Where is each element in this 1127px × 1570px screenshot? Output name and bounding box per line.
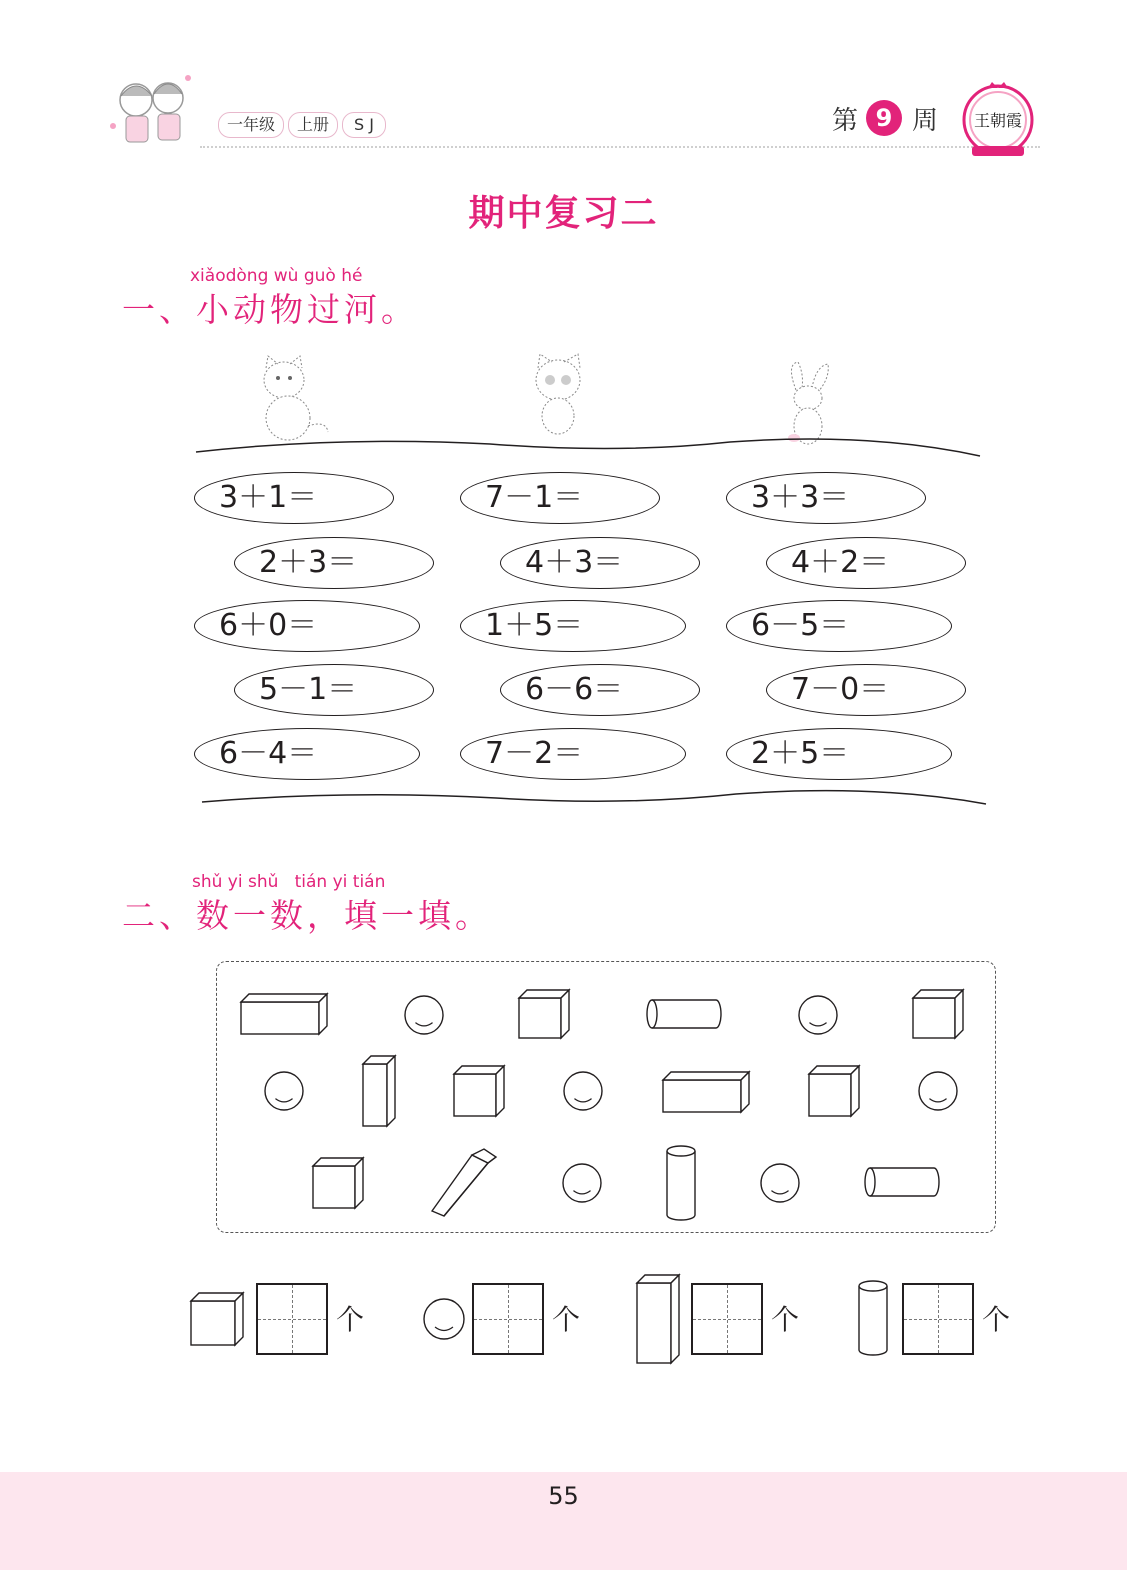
slanted-cuboid-shape [430, 1147, 498, 1217]
week-suffix: 周 [912, 106, 939, 136]
cylinder-shape [646, 999, 722, 1029]
answer-box-cylinder[interactable] [902, 1283, 974, 1355]
equation-stone[interactable]: 1＋5＝ [460, 600, 686, 652]
cube-shape [518, 989, 570, 1039]
equation-stone[interactable]: 3＋1＝ [194, 472, 394, 524]
volume-badge: 上册 [288, 112, 338, 138]
equation-stone[interactable]: 7－0＝ [766, 664, 966, 716]
unit-label: 个 [982, 1303, 1011, 1336]
equation-stone[interactable]: 6－5＝ [726, 600, 952, 652]
cylinder-shape [666, 1145, 696, 1221]
cube-shape [312, 1157, 364, 1209]
cube-shape [912, 989, 964, 1039]
equation-stone[interactable]: 4＋2＝ [766, 537, 966, 589]
sphere-shape [760, 1163, 800, 1203]
kids-illustration [108, 68, 203, 153]
answer-box-sphere[interactable] [472, 1283, 544, 1355]
animal-kitten [524, 354, 586, 436]
equation-stone[interactable]: 6－6＝ [500, 664, 700, 716]
equation-stone[interactable]: 3＋3＝ [726, 472, 926, 524]
equation-stone[interactable]: 6－4＝ [194, 728, 420, 780]
answer-box-cube[interactable] [256, 1283, 328, 1355]
sphere-shape [562, 1163, 602, 1203]
cuboid-shape [240, 993, 328, 1035]
equation-stone[interactable]: 2＋3＝ [234, 537, 434, 589]
sphere-shape [404, 995, 444, 1035]
sphere-shape [264, 1071, 304, 1111]
header-divider [200, 146, 1040, 148]
section2-heading: 二、数一数，填一填。 [122, 896, 492, 935]
river-bank-bottom [196, 780, 996, 820]
answer-sphere-shape [423, 1298, 465, 1340]
sphere-shape [563, 1071, 603, 1111]
unit-label: 个 [771, 1303, 800, 1336]
sphere-shape [798, 995, 838, 1035]
cuboid-shape [662, 1071, 750, 1113]
edition-badge: S J [342, 112, 386, 138]
equation-stone[interactable]: 7－2＝ [460, 728, 686, 780]
section2-pinyin: shǔ yi shǔ tián yi tián [192, 872, 386, 892]
equation-stone[interactable]: 2＋5＝ [726, 728, 952, 780]
equation-stone[interactable]: 6＋0＝ [194, 600, 420, 652]
sphere-shape [918, 1071, 958, 1111]
week-prefix: 第 [832, 106, 859, 136]
section1-heading: 一、小动物过河。 [122, 290, 418, 329]
cylinder-shape [864, 1167, 940, 1197]
answer-tall-cuboid-shape [636, 1274, 680, 1364]
grade-badge: 一年级 [218, 112, 284, 138]
answer-cube-shape [190, 1292, 244, 1346]
answer-cylinder-shape [858, 1280, 888, 1356]
equation-stone[interactable]: 7－1＝ [460, 472, 660, 524]
equation-stone[interactable]: 4＋3＝ [500, 537, 700, 589]
week-number-badge: 9 [866, 100, 902, 136]
section1-pinyin: xiǎodòng wù guò hé [190, 266, 363, 286]
cube-shape [808, 1065, 860, 1117]
cube-shape [453, 1065, 505, 1117]
unit-label: 个 [552, 1303, 581, 1336]
brand-logo-text: 王朝霞 [973, 111, 1022, 130]
answer-box-tall-cuboid[interactable] [691, 1283, 763, 1355]
page-title: 期中复习二 [468, 193, 659, 234]
unit-label: 个 [336, 1303, 365, 1336]
equation-stone[interactable]: 5－1＝ [234, 664, 434, 716]
tall-cuboid-shape [362, 1055, 396, 1127]
page-number: 55 [548, 1482, 579, 1510]
brand-logo [962, 80, 1034, 158]
river-bank-top [190, 430, 990, 470]
